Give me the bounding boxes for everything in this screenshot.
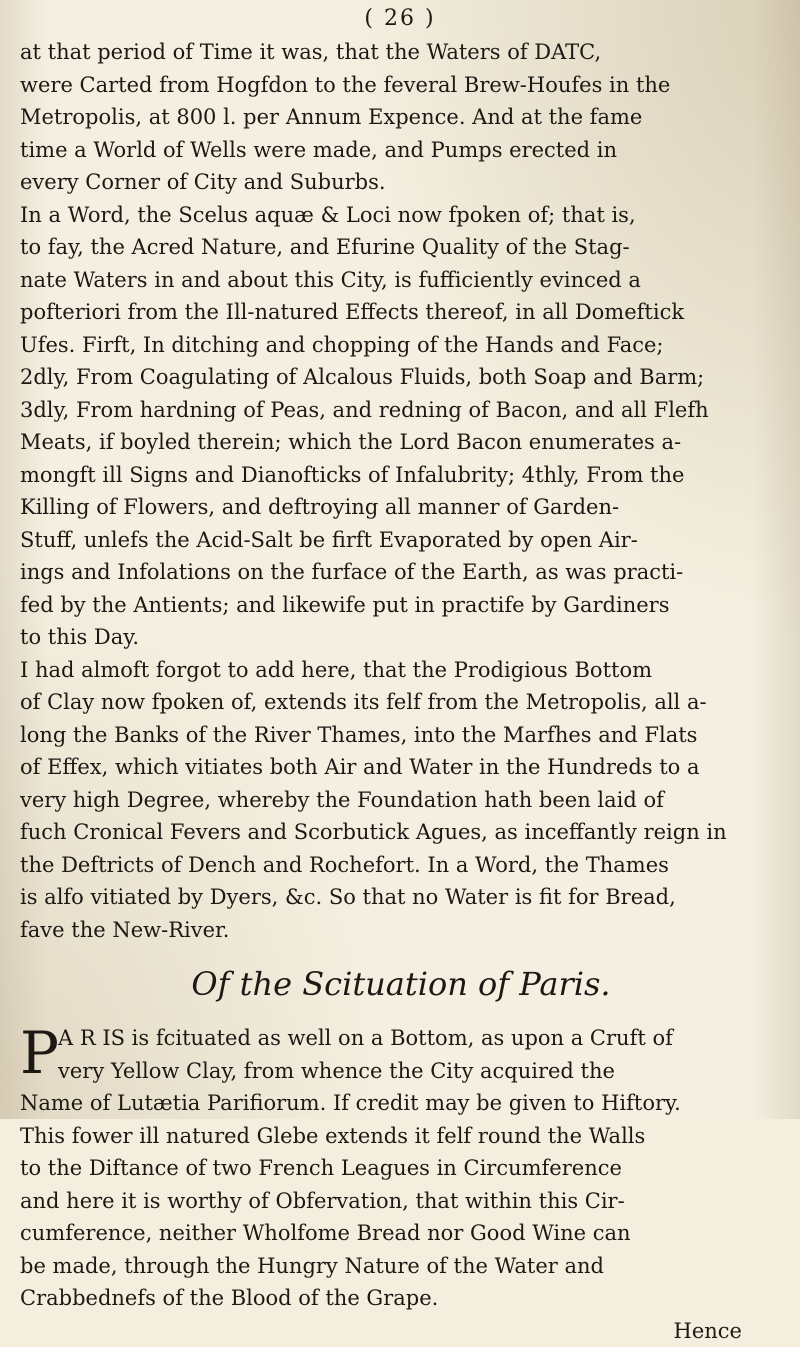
text-line: In a Word, the Scelus aquæ & Loci now fpoken of; that is, [20,199,782,232]
text-line: Metropolis, at 800 l. per Annum Expence. And at the fame [20,101,782,134]
text-line: pofteriori from the Ill-natured Effects thereof, in all Domeftick [20,296,782,329]
text-line: nate Waters in and about this City, is fufficiently evinced a [20,264,782,297]
text-line: at that period of Time it was, that the Waters of DATC, [20,36,782,69]
paragraph-waters [20,36,782,946]
text-line: fuch Cronical Fevers and Scorbutick Agues, as inceffantly reign in [20,816,782,849]
text-line: Meats, if boyled therein; which the Lord Bacon enumerates a- [20,426,782,459]
text-line: 2dly, From Coagulating of Alcalous Fluids, both Soap and Barm; [20,361,782,394]
text-line: to the Diftance of two French Leagues in Circumference [20,1152,782,1185]
catchword: Hence [20,1315,782,1347]
text-line: Stuff, unlefs the Acid-Salt be firft Evaporated by open Air- [20,524,782,557]
text-line: This fower ill natured Glebe extends it felf round the Walls [20,1120,782,1153]
text-line: to this Day. [20,621,782,654]
text-block [20,36,782,1347]
text-line: I had almoft forgot to add here, that the Prodigious Bottom [20,654,782,687]
text-line: Crabbednefs of the Blood of the Grape. [20,1282,782,1315]
text-line: the Deftricts of Dench and Rochefort. In a Word, the Thames [20,849,782,882]
text-line: mongft ill Signs and Dianofticks of Infalubrity; 4thly, From the [20,459,782,492]
section-heading: Of the Scituation of Paris. [20,946,782,1022]
text-line: time a World of Wells were made, and Pumps erected in [20,134,782,167]
text-line: of Effex, which vitiates both Air and Water in the Hundreds to a [20,751,782,784]
text-line: every Corner of City and Suburbs. [20,166,782,199]
text-line: Killing of Flowers, and deftroying all manner of Garden- [20,491,782,524]
text-line: Ufes. Firft, In ditching and chopping of the Hands and Face; [20,329,782,362]
text-line: 3dly, From hardning of Peas, and redning of Bacon, and all Flefh [20,394,782,427]
text-line [20,1022,782,1055]
text-line: fave the New-River. [20,914,782,947]
text-line: be made, through the Hungry Nature of the Water and [20,1250,782,1283]
text-line: and here it is worthy of Obfervation, that within this Cir- [20,1185,782,1218]
text-line: long the Banks of the River Thames, into the Marfhes and Flats [20,719,782,752]
text-line: cumference, neither Wholfome Bread nor Good Wine can [20,1217,782,1250]
text-line: very high Degree, whereby the Foundation hath been laid of [20,784,782,817]
text-line-content: A R IS is fcituated as well on a Bottom, as upon a Cruft of [58,1026,673,1050]
text-line: is alfo vitiated by Dyers, &c. So that no Water is fit for Bread, [20,881,782,914]
page-number: ( 26 ) [0,6,800,31]
drop-cap: P [20,1024,59,1082]
text-line: of Clay now fpoken of, extends its felf from the Metropolis, all a- [20,686,782,719]
text-line: Name of Lutætia Parifiorum. If credit may be given to Hiftory. [20,1087,782,1120]
text-line: ings and Infolations on the furface of the Earth, as was practi- [20,556,782,589]
text-line: to fay, the Acred Nature, and Efurine Quality of the Stag- [20,231,782,264]
text-line: fed by the Antients; and likewife put in practife by Gardiners [20,589,782,622]
paragraph-paris [20,1022,782,1315]
text-line: were Carted from Hogfdon to the feveral Brew-Houfes in the [20,69,782,102]
text-line: very Yellow Clay, from whence the City acquired the [20,1055,782,1088]
